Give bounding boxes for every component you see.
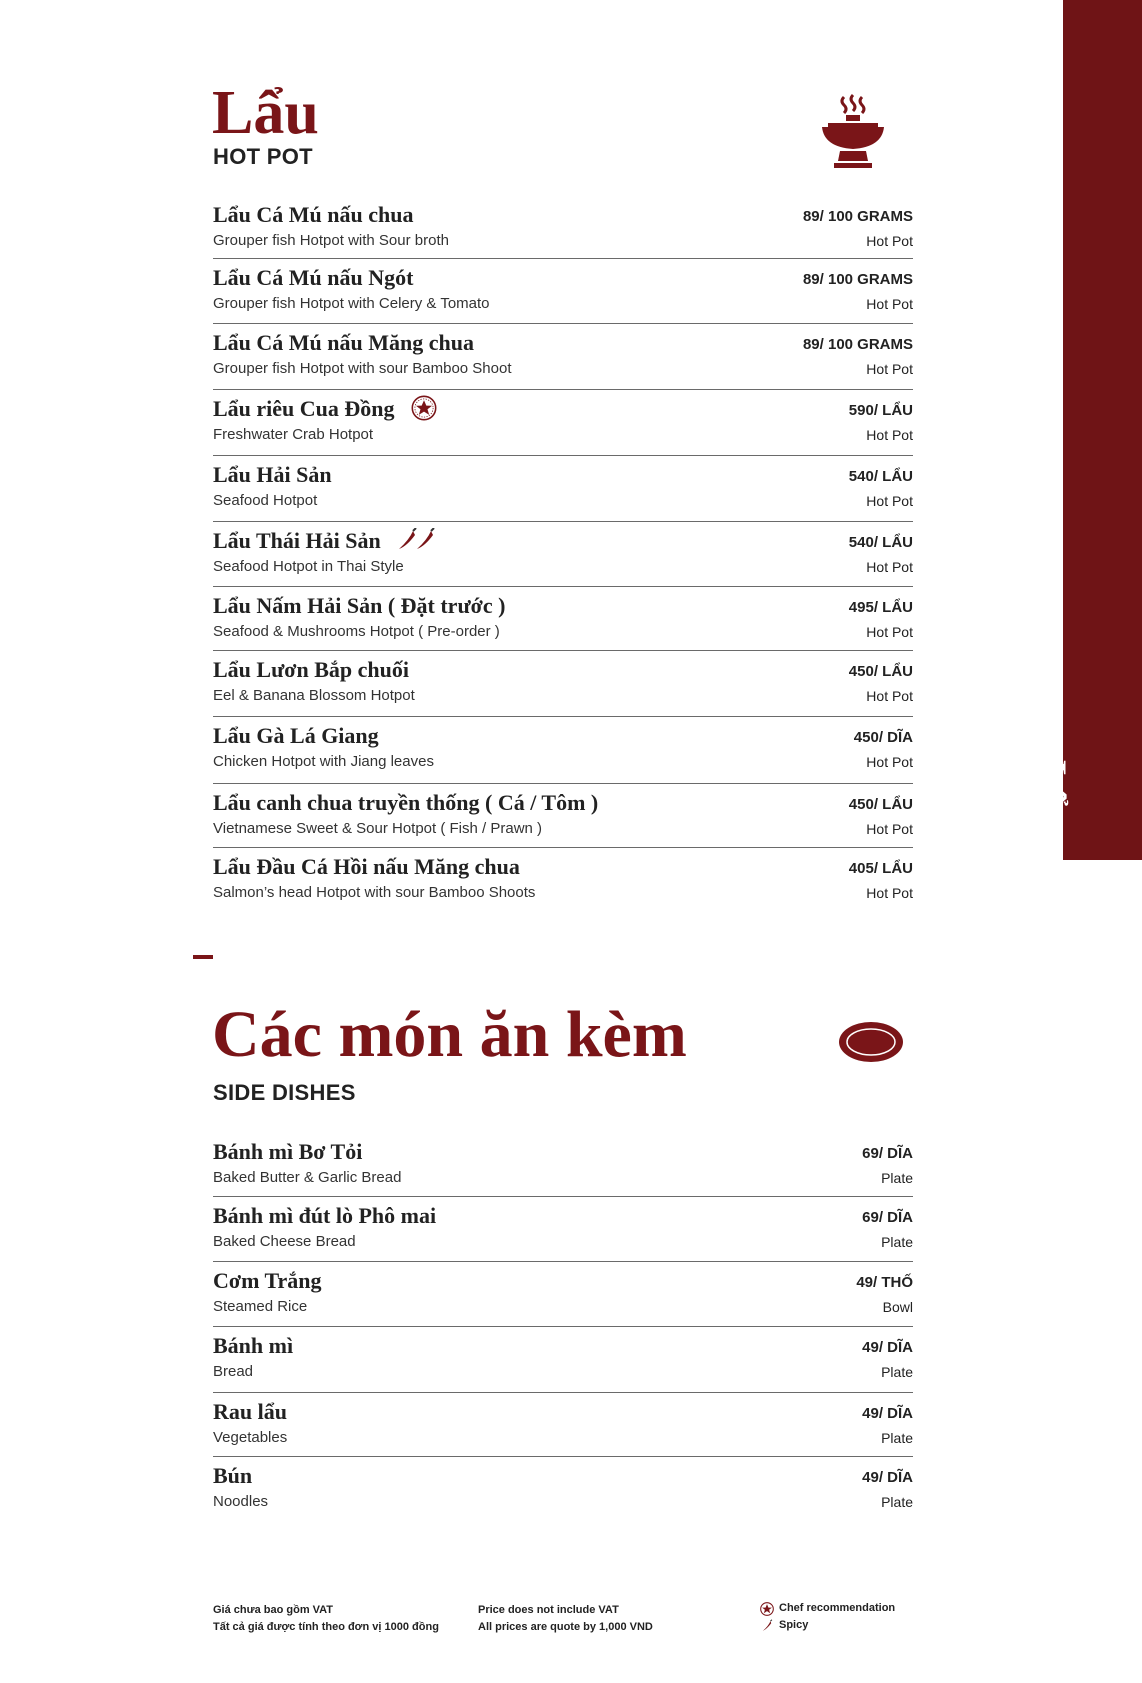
item-description: Eel & Banana Blossom Hotpot [213, 687, 415, 704]
item-unit: Hot Pot [866, 821, 913, 837]
item-unit: Plate [881, 1430, 913, 1446]
item-unit: Hot Pot [866, 688, 913, 704]
chili-icon [760, 1619, 774, 1633]
item-description: Chicken Hotpot with Jiang leaves [213, 753, 434, 770]
item-unit: Hot Pot [866, 624, 913, 640]
item-description: Vegetables [213, 1429, 288, 1446]
item-name-text: Lẩu riêu Cua Đồng [213, 396, 395, 421]
hotpot-menu [213, 196, 913, 908]
chili-icon [397, 528, 437, 552]
item-name [213, 330, 474, 356]
menu-item [213, 522, 913, 587]
item-description: Baked Cheese Bread [213, 1233, 356, 1250]
chef-star-icon [411, 395, 437, 421]
item-name [213, 462, 332, 488]
item-name-text: Bánh mì đút lò Phô mai [213, 1203, 437, 1228]
item-unit: Plate [881, 1234, 913, 1250]
item-unit: Plate [881, 1170, 913, 1186]
menu-item [213, 784, 913, 848]
legend-spicy-label: Spicy [779, 1619, 809, 1631]
footer-en [478, 1602, 653, 1636]
item-price: 540/ LẨU [848, 468, 913, 485]
item-name-text: Lẩu Lươn Bắp chuối [213, 657, 409, 682]
item-name-text: Lẩu canh chua truyền thống ( Cá / Tôm ) [213, 790, 599, 815]
menu-item [213, 848, 913, 908]
hotpot-subtitle: HOT POT [213, 144, 313, 169]
item-description: Salmon’s head Hotpot with sour Bamboo Shoots [213, 884, 536, 901]
item-name [213, 265, 413, 291]
item-price: 69/ DĨA [862, 1145, 913, 1162]
legend-chef-label: Chef recommendation [779, 1602, 896, 1614]
hotpot-icon [818, 93, 888, 171]
item-price: 405/ LẨU [848, 860, 913, 877]
item-name-text: Rau lẩu [213, 1399, 287, 1424]
item-price: 49/ DĨA [862, 1339, 913, 1356]
item-description: Seafood Hotpot [213, 492, 318, 509]
item-price: 590/ LẨU [848, 402, 913, 419]
item-name-text: Lẩu Nấm Hải Sản ( Đặt trước ) [213, 593, 506, 618]
menu-item [213, 1133, 913, 1197]
side-tab-subtitle: HOT POT [1020, 760, 1034, 817]
item-price: 450/ LẨU [848, 796, 913, 813]
item-name [213, 1139, 362, 1165]
footer-vn [213, 1602, 439, 1636]
legend-spicy [760, 1617, 895, 1634]
item-name-text: Lẩu Hải Sản [213, 462, 332, 487]
item-unit: Hot Pot [866, 885, 913, 901]
item-price: 89/ 100 GRAMS [802, 208, 913, 225]
item-name [213, 1268, 322, 1294]
item-name [213, 854, 520, 880]
item-name-text: Lẩu Gà Lá Giang [213, 723, 379, 748]
menu-item [213, 651, 913, 717]
item-description: Seafood Hotpot in Thai Style [213, 558, 404, 575]
item-name-text: Bánh mì [213, 1333, 294, 1358]
item-description: Noodles [213, 1493, 269, 1510]
item-description: Vietnamese Sweet & Sour Hotpot ( Fish / Prawn ) [213, 820, 543, 837]
item-price: 89/ 100 GRAMS [802, 271, 913, 288]
menu-item [213, 1457, 913, 1517]
item-name-text: Lẩu Cá Mú nấu chua [213, 202, 414, 227]
item-description: Baked Butter & Garlic Bread [213, 1169, 402, 1186]
plate-icon [838, 1021, 904, 1063]
menu-item [213, 259, 913, 324]
footer-legend [760, 1600, 895, 1634]
item-unit: Hot Pot [866, 493, 913, 509]
item-price: 49/ DĨA [862, 1469, 913, 1486]
item-name [213, 723, 379, 749]
item-name [213, 202, 414, 228]
item-name-text: Bún [213, 1463, 253, 1488]
item-name [213, 528, 437, 555]
item-description: Seafood & Mushrooms Hotpot ( Pre-order ) [213, 623, 500, 640]
menu-item [213, 1262, 913, 1327]
section-divider-dash [193, 955, 213, 959]
item-name-text: Lẩu Cá Mú nấu Ngót [213, 265, 414, 290]
footer-en-line1: Price does not include VAT [478, 1604, 619, 1616]
item-name [213, 1333, 293, 1359]
item-unit: Hot Pot [866, 233, 913, 249]
item-description: Grouper fish Hotpot with Celery & Tomato [213, 295, 490, 312]
menu-item [213, 1197, 913, 1262]
item-unit: Hot Pot [866, 296, 913, 312]
sides-title: Các món ăn kèm [212, 998, 687, 1071]
side-tab-label [1020, 760, 1075, 860]
item-price: 49/ THỐ [856, 1274, 913, 1291]
hotpot-title: Lẩu [212, 79, 319, 147]
item-name-text: Lẩu Đầu Cá Hồi nấu Măng chua [213, 854, 520, 879]
item-unit: Hot Pot [866, 361, 913, 377]
footer-vn-line1: Giá chưa bao gồm VAT [213, 1604, 334, 1616]
legend-chef [760, 1600, 895, 1617]
footer-vn-line2: Tất cả giá được tính theo đơn vị 1000 đồng [213, 1621, 439, 1633]
menu-item [213, 1393, 913, 1457]
item-name [213, 1463, 252, 1489]
sides-menu [213, 1133, 913, 1517]
menu-item [213, 390, 913, 456]
item-name [213, 1203, 436, 1229]
menu-item [213, 717, 913, 784]
menu-item [213, 587, 913, 651]
item-name-text: Bánh mì Bơ Tỏi [213, 1139, 363, 1164]
item-name [213, 593, 505, 619]
item-description: Steamed Rice [213, 1298, 308, 1315]
item-description: Freshwater Crab Hotpot [213, 426, 374, 443]
chef-star-icon [760, 1602, 774, 1616]
menu-item [213, 324, 913, 390]
item-price: 49/ DĨA [862, 1405, 913, 1422]
item-price: 540/ LẨU [848, 534, 913, 551]
item-price: 495/ LẨU [848, 599, 913, 616]
item-name [213, 396, 437, 424]
menu-item [213, 196, 913, 259]
item-price: 89/ 100 GRAMS [802, 336, 913, 353]
item-unit: Hot Pot [866, 754, 913, 770]
item-name [213, 790, 598, 816]
item-name-text: Lẩu Thái Hải Sản [213, 528, 381, 553]
sides-subtitle: SIDE DISHES [213, 1080, 356, 1105]
side-tab-title: Lẩu [1030, 760, 1075, 829]
item-price: 450/ LẨU [848, 663, 913, 680]
menu-item [213, 456, 913, 522]
item-unit: Hot Pot [866, 559, 913, 575]
item-price: 450/ DĨA [853, 729, 913, 746]
item-description: Bread [213, 1363, 254, 1380]
item-description: Grouper fish Hotpot with Sour broth [213, 232, 449, 249]
item-unit: Bowl [882, 1299, 913, 1315]
footer-en-line2: All prices are quote by 1,000 VND [478, 1621, 653, 1633]
item-name [213, 657, 409, 683]
item-name-text: Lẩu Cá Mú nấu Măng chua [213, 330, 475, 355]
item-name [213, 1399, 287, 1425]
item-price: 69/ DĨA [862, 1209, 913, 1226]
item-unit: Plate [881, 1494, 913, 1510]
menu-item [213, 1327, 913, 1393]
item-name-text: Cơm Trắng [213, 1268, 322, 1293]
item-unit: Hot Pot [866, 427, 913, 443]
side-tab [1063, 0, 1142, 860]
item-unit: Plate [881, 1364, 913, 1380]
item-description: Grouper fish Hotpot with sour Bamboo Shoot [213, 360, 512, 377]
